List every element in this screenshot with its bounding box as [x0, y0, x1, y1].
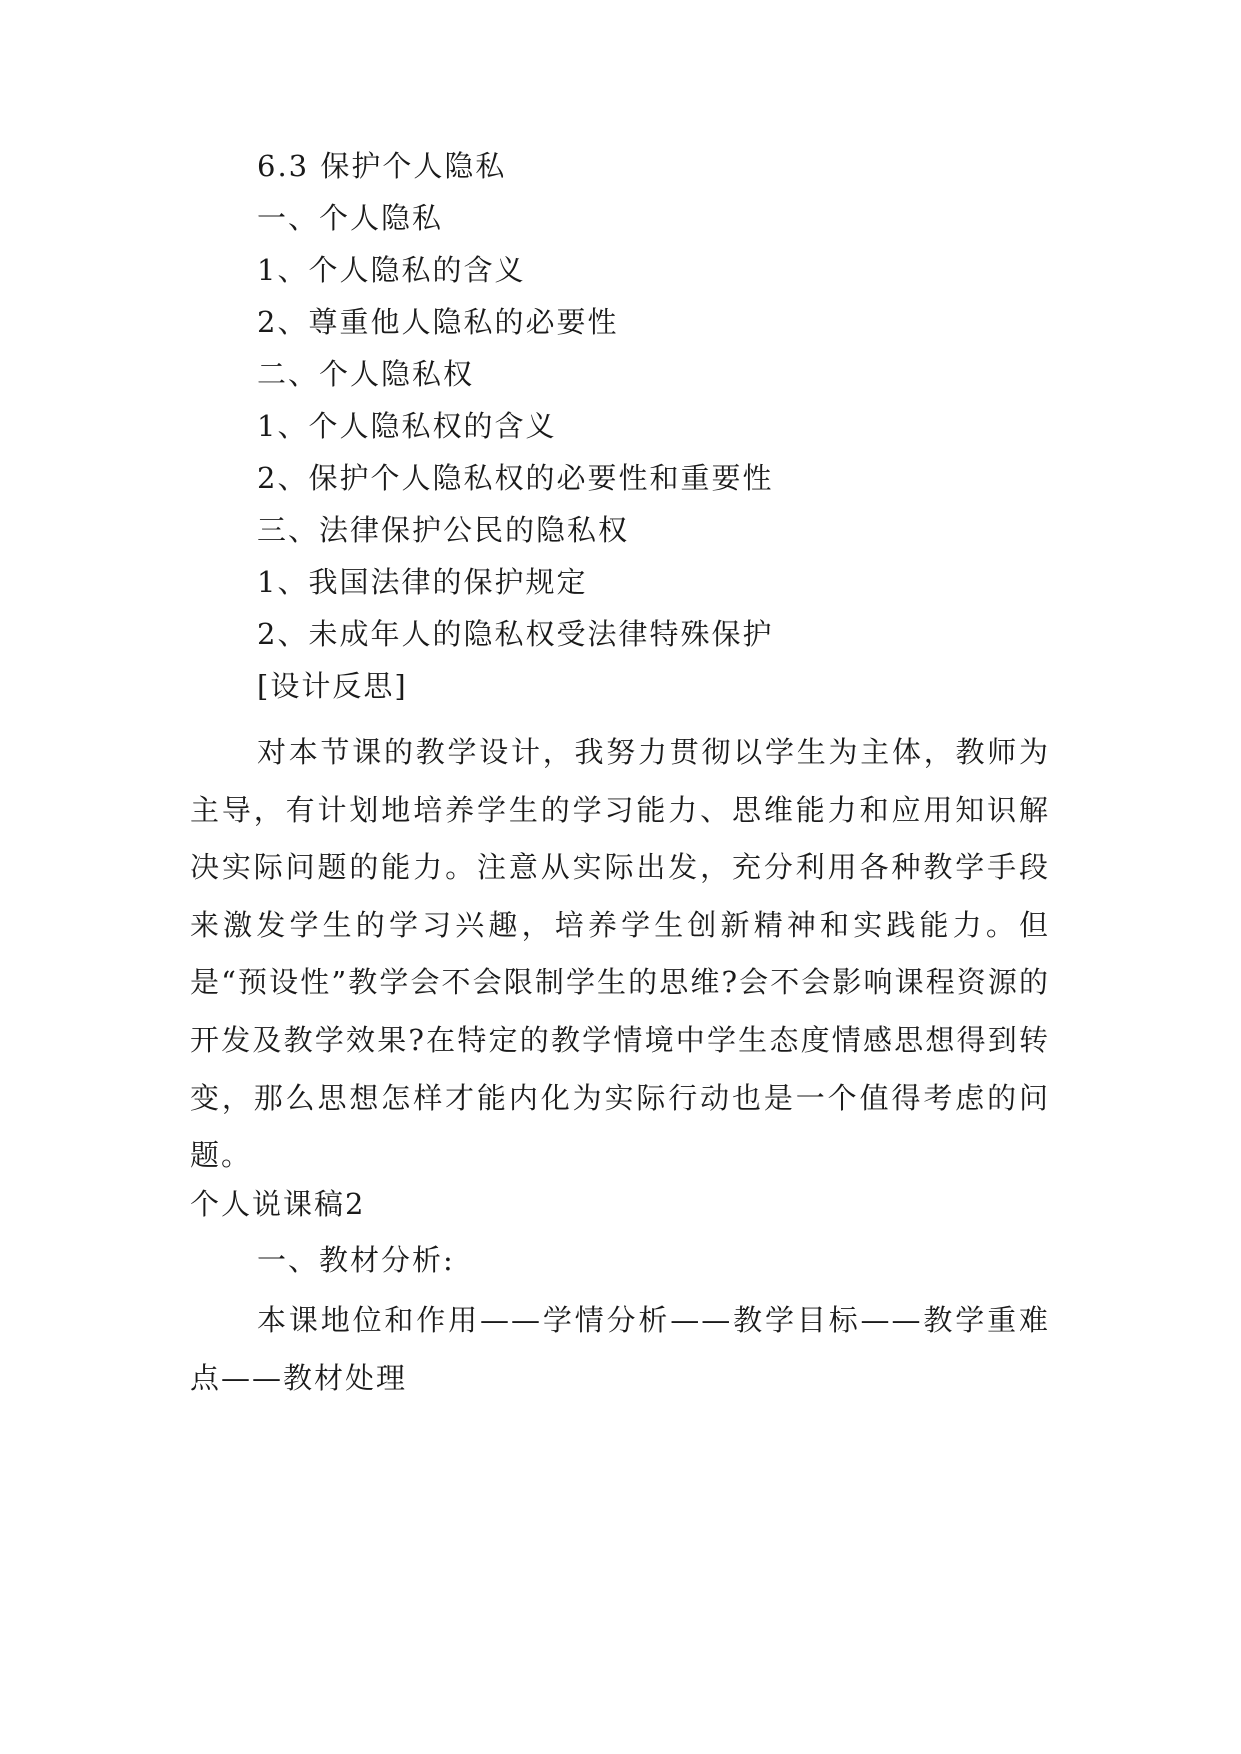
doc2-paragraph: 本课地位和作用——学情分析——教学目标——教学重难点——教材处理	[190, 1303, 1050, 1395]
reflection-paragraph: 对本节课的教学设计，我努力贯彻以学生为主体，教师为主导，有计划地培养学生的学习能力、思维能力和应用知识解决实际问题的能力。注意从实际出发，充分利用各种教学手段来激发学生的学习兴趣，培养学生创新精神和实践能力。但是“预设性”教学会不会限制学生的思维?会不会影响课程资源的开发及教学效果?在特定的教学情境中学生态度情感思想得到转变，那么思想怎样才能内化为实际行动也是一个值得考虑的问题。	[190, 735, 1050, 1173]
outline-item-2-2: 2、保护个人隐私权的必要性和重要性	[257, 461, 774, 495]
outline-heading-1: 一、个人隐私	[257, 201, 444, 235]
outline-item-3-1: 1、我国法律的保护规定	[257, 565, 588, 599]
reflection-heading: [设计反思]	[257, 669, 408, 703]
outline-heading-3: 三、法律保护公民的隐私权	[257, 513, 630, 547]
outline-item-1-1: 1、个人隐私的含义	[257, 253, 526, 287]
outline-item-1-2: 2、尊重他人隐私的必要性	[257, 305, 619, 339]
section-title: 6.3 保护个人隐私	[257, 149, 507, 183]
doc2-title: 个人说课稿2	[190, 1187, 366, 1221]
outline-item-3-2: 2、未成年人的隐私权受法律特殊保护	[257, 617, 774, 651]
doc2-section-heading: 一、教材分析:	[257, 1243, 455, 1277]
outline-heading-2: 二、个人隐私权	[257, 357, 475, 391]
outline-item-2-1: 1、个人隐私权的含义	[257, 409, 557, 443]
